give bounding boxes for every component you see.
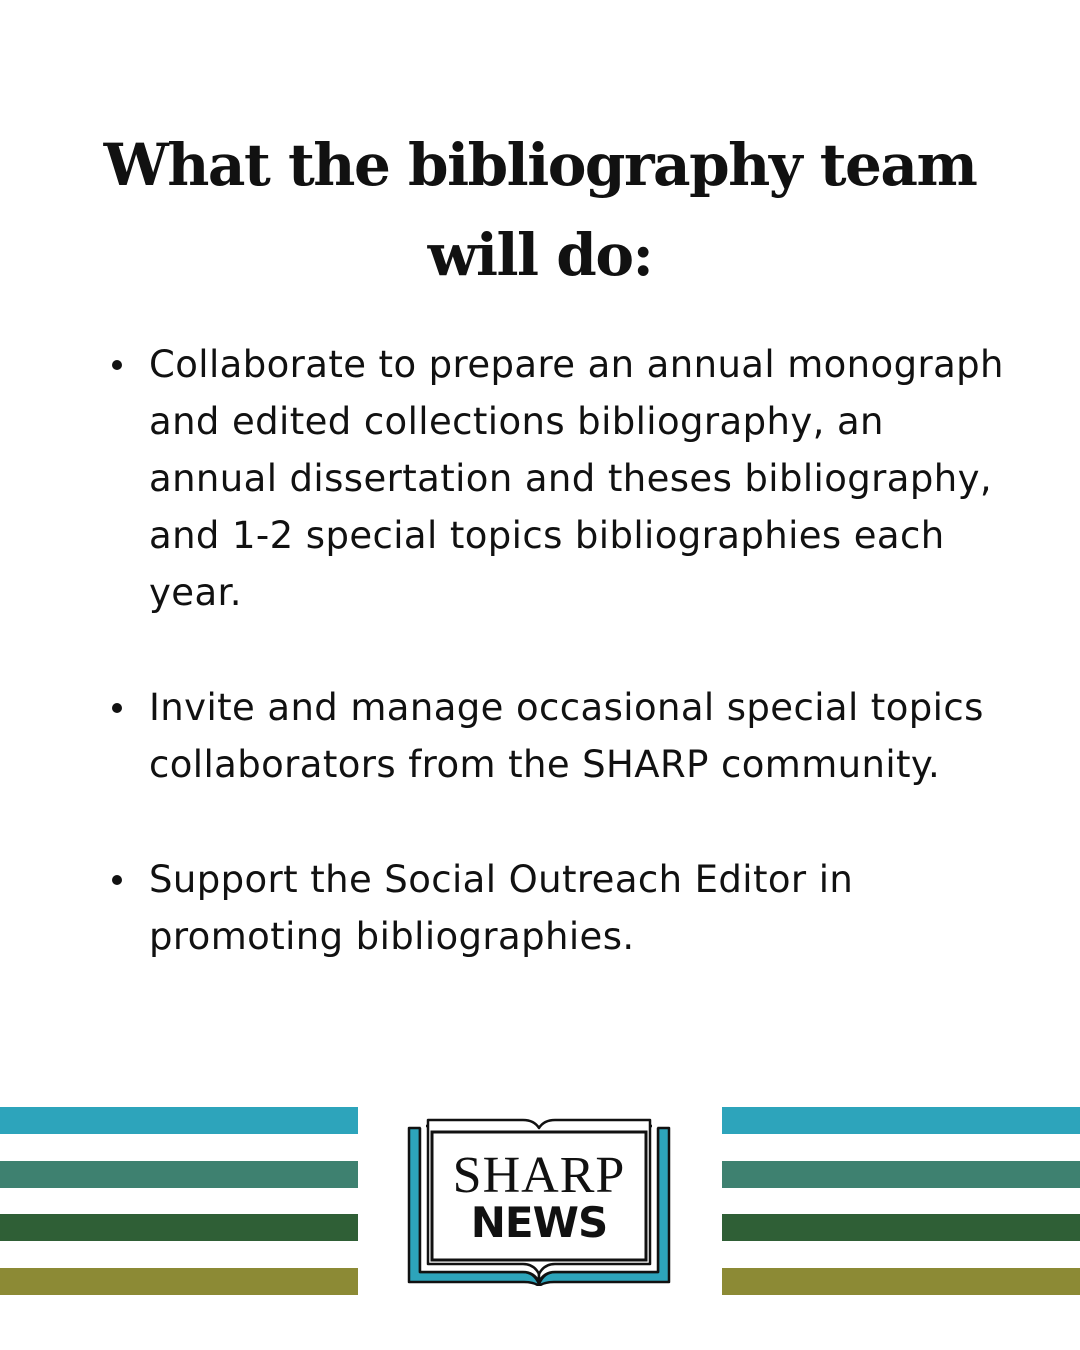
stripe-teal (0, 1107, 358, 1134)
logo-word-news: NEWS (470, 1198, 608, 1247)
bullet-text: Invite and manage occasional special topics collaborators from the SHARP community. (149, 686, 984, 786)
stripe-teal (722, 1107, 1080, 1134)
bullet-dot-icon (112, 360, 122, 370)
sharp-news-logo (406, 1114, 672, 1286)
title-line-2: will do: (427, 221, 653, 289)
page-title (60, 120, 1020, 300)
right-stripe-band (722, 1107, 1080, 1297)
stripe-sea-green (0, 1161, 358, 1188)
bullet-text: Collaborate to prepare an annual monograph and edited collections bibliography, an annual dissertation and theses bibliography, and 1-2 special topics bibliographies each year. (149, 343, 1004, 614)
open-book-icon (406, 1114, 672, 1286)
stripe-sea-green (722, 1161, 1080, 1188)
stripe-forest (0, 1214, 358, 1241)
stripe-forest (722, 1214, 1080, 1241)
logo-word-sharp: SHARP (452, 1147, 626, 1204)
stripe-olive (722, 1268, 1080, 1295)
list-item (112, 851, 1012, 965)
bullet-list (112, 336, 1012, 1023)
stripe-olive (0, 1268, 358, 1295)
bullet-dot-icon (112, 703, 122, 713)
bullet-dot-icon (112, 875, 122, 885)
title-line-1: What the bibliography team (103, 131, 977, 199)
list-item (112, 336, 1012, 621)
left-stripe-band (0, 1107, 358, 1297)
list-item (112, 679, 1012, 793)
bullet-text: Support the Social Outreach Editor in promoting bibliographies. (149, 858, 854, 958)
